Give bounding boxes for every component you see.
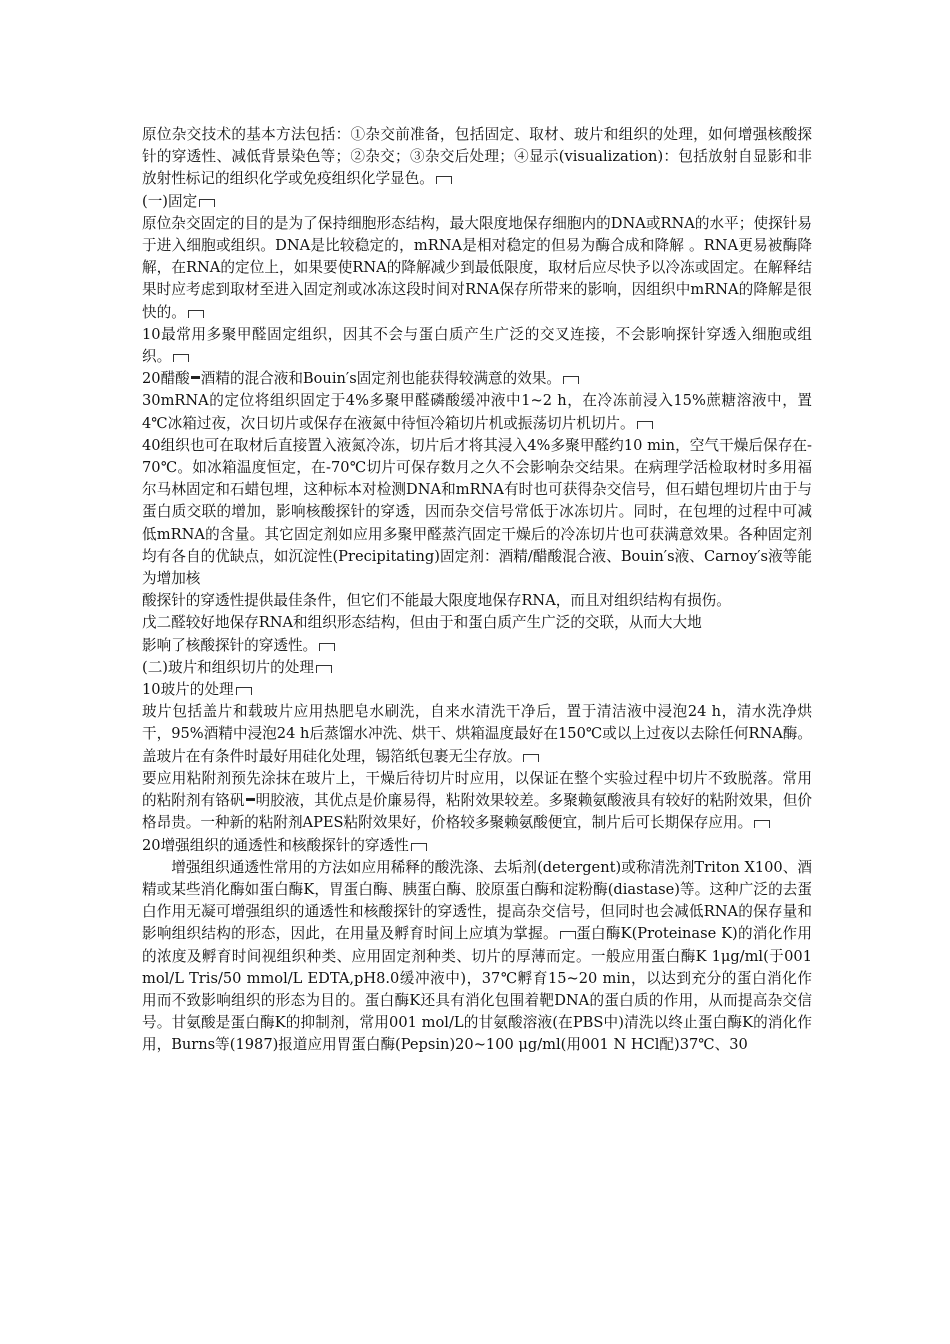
dash-icon <box>191 376 200 379</box>
paragraph-mark-icon <box>411 843 427 851</box>
paragraph-slide-cleaning: 玻片包括盖片和载玻片应用热肥皂水刷洗，自来水清洗干净后，置于清洁液中浸泡24 h，清水洗净烘干，95%酒精中浸泡24 h后蒸馏水冲洗、烘干、烘箱温度最好在150℃或以上过夜以去除任何RNA酶。盖玻片在有条件时最好用硅化处理，锡箔纸包裹无尘存放。 <box>142 703 812 765</box>
paragraph-mark-icon <box>173 354 189 362</box>
paragraph-mark-icon <box>316 665 332 673</box>
paragraph-adhesive: 要应用粘附剂预先涂抹在玻片上，干燥后待切片时应用，以保证在整个实验过程中切片不致脱落。常用的粘附剂有铬矾 明胶液，其优点是价廉易得，粘附效果较差。多聚赖氨酸液具有较好的粘附效果，但价格昂贵。一种新的粘附剂APES粘附效果好，价格较多聚赖氨酸便宜，制片后可长期保存应用。 <box>142 769 812 832</box>
paragraph-mark-icon <box>754 820 770 828</box>
paragraph-line-c: 影响了核酸探针的穿透性。 <box>142 635 812 657</box>
paragraph-mark-icon <box>560 931 576 939</box>
document-body <box>142 124 812 1057</box>
paragraph-mark-icon <box>436 176 452 184</box>
paragraph-line-a: 酸探针的穿透性提供最佳条件，但它们不能最大限度地保存RNA，而且对组织结构有损伤。 <box>142 592 731 610</box>
paragraph-mark-icon <box>523 754 539 762</box>
paragraph-line-b: 戊二醛较好地保存RNA和组织形态结构，但由于和蛋白质产生广泛的交联，从而大大地 <box>142 614 702 632</box>
paragraph-mark-icon <box>563 376 579 384</box>
paragraph-intro: 原位杂交技术的基本方法包括：①杂交前准备，包括固定、取材、玻片和组织的处理，如何增强核酸探针的穿透性、减低背景染色等；②杂交；③杂交后处理；④显示(visualization)：包括放射自显影和非放射性标记的组织化学或免疫组织化学显色。 <box>142 126 812 188</box>
paragraph-permeability: 增强组织通透性常用的方法如应用稀释的酸洗涤、去垢剂(detergent)或称清洗剂Triton X100、酒精或某些消化酶如蛋白酶K，胃蛋白酶、胰蛋白酶、胶原蛋白酶和淀粉酶(diastase)等。这种广泛的去蛋白作用无凝可增强组织的通透性和核酸探针的穿透性，提高杂交信号，但同时也会减低RNA的保存量和影响组织结构的形态，因此，在用量及孵育时间上应填为掌握。 蛋白酶K(Proteinase K)的消化作用的浓度及孵育时间视组织种类、应用固定剂种类、切片的厚薄而定。一般应用蛋白酶K 1μg/ml(于001 mol/L Tris/50 mmol/L EDTA,pH8.0缓冲液中)，37℃孵育15~20 min，以达到充分的蛋白消化作用而不致影响组织的形态为目的。蛋白酶K还具有消化包围着靶DNA的蛋白质的作用，从而提高杂交信号。甘氨酸是蛋白酶K的抑制剂，常用001 mol/L的甘氨酸溶液(在PBS中)清洗以终止蛋白酶K的消化作用，Burns等(1987)报道应用胃蛋白酶(Pepsin)20~100 μg/ml(用001 N HCl配)37℃、30 <box>142 858 812 1054</box>
section-heading-slides: (二)玻片和组织切片的处理 <box>142 657 812 679</box>
paragraph-item-4: 40组织也可在取材后直接置入液氮冷冻，切片后才将其浸入4%多聚甲醛约10 min，空气干燥后保存在-70℃。如冰箱温度恒定，在-70℃切片可保存数月之久不会影响杂交结果。在病理学活检取材时多用福尔马林固定和石蜡包埋，这种标本对检测DNA和mRNA有时也可获得杂交信号，但石蜡包埋切片由于与蛋白质交联的增加，影响核酸探针的穿透，因而杂交信号常低于冰冻切片。同时，在包埋的过程中可减低mRNA的含量。其它固定剂如应用多聚甲醛蒸汽固定干燥后的冷冻切片也可获满意效果。各种固定剂均有各自的优缺点，如沉淀性(Precipitating)固定剂：酒精/醋酸混合液、Bouin′s液、Carnoy′s液等能为增加核 <box>142 436 812 588</box>
paragraph-mark-icon <box>236 687 252 695</box>
section-heading-fixation: (一)固定 <box>142 191 812 213</box>
paragraph-mark-icon <box>188 310 204 318</box>
paragraph-fixation-purpose: 原位杂交固定的目的是为了保持细胞形态结构，最大限度地保存细胞内的DNA或RNA的水平；使探针易于进入细胞或组织。DNA是比较稳定的，mRNA是相对稳定的但易为酶合成和降解 。RNA更易被酶降解，在RNA的定位上，如果要使RNA的降解减少到最低限度，取材后应尽快予以冷冻或固定。在解释结果时应考虑到取材至进入固定剂或冰冻这段时间对RNA保存所带来的影响，因组织中mRNA的降解是很快的。 <box>142 214 812 321</box>
paragraph-item-1: 10最常用多聚甲醛固定组织，因其不会与蛋白质产生广泛的交叉连接，不会影响探针穿透入细胞或组织。 <box>142 325 812 366</box>
paragraph-item-3: 30mRNA的定位将组织固定于4%多聚甲醛磷酸缓冲液中1~2 h，在冷冻前浸入15%蔗糖溶液中，置4℃冰箱过夜，次日切片或保存在液氮中待恒冷箱切片机或振荡切片机切片。 <box>142 392 812 432</box>
paragraph-mark-icon <box>319 643 335 651</box>
subheading-slide-treatment: 10玻片的处理 <box>142 679 812 701</box>
paragraph-item-2: 20醋酸 酒精的混合液和Bouin′s固定剂也能获得较满意的效果。 <box>142 368 812 390</box>
paragraph-mark-icon <box>199 199 215 207</box>
subheading-permeability: 20增强组织的通透性和核酸探针的穿透性 <box>142 835 812 857</box>
paragraph-mark-icon <box>637 421 653 429</box>
dash-icon <box>246 798 255 801</box>
